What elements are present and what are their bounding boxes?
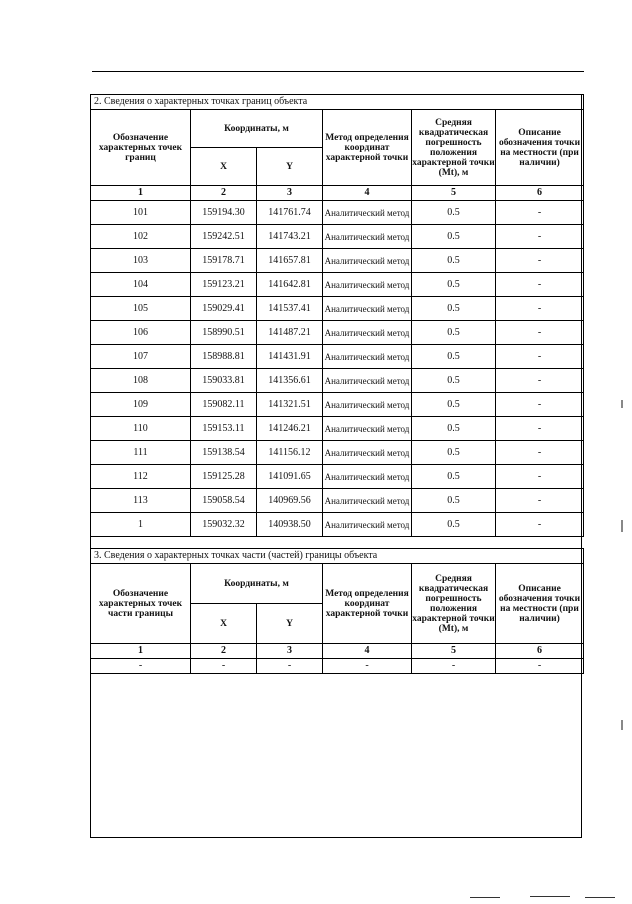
method-cell: Аналитический метод bbox=[323, 513, 412, 537]
col-error-header: Средняя квадратическая погрешность положения характерной точки (Mt), м bbox=[412, 110, 496, 186]
point-id-cell: 105 bbox=[91, 297, 191, 321]
method-cell: Аналитический метод bbox=[323, 441, 412, 465]
section2-table bbox=[90, 94, 584, 537]
table-row bbox=[91, 321, 584, 345]
col-desc-header: Описание обозначения точки на местности (при наличии) bbox=[496, 110, 584, 186]
coord-x-cell: 159242.51 bbox=[191, 225, 257, 249]
table-row bbox=[91, 369, 584, 393]
error-cell: 0.5 bbox=[412, 393, 496, 417]
coord-x-cell: 159178.71 bbox=[191, 249, 257, 273]
coord-x-cell: 159153.11 bbox=[191, 417, 257, 441]
empty-row bbox=[91, 659, 584, 674]
coord-y-cell: 141156.12 bbox=[257, 441, 323, 465]
index-cell: 6 bbox=[496, 644, 584, 659]
method-cell: Аналитический метод bbox=[323, 225, 412, 249]
point-id-cell: 109 bbox=[91, 393, 191, 417]
coord-x-cell: 159138.54 bbox=[191, 441, 257, 465]
method-cell: Аналитический метод bbox=[323, 417, 412, 441]
scan-edge-mark bbox=[621, 520, 623, 532]
empty-cell: - bbox=[323, 659, 412, 674]
col-coords-header: Координаты, м bbox=[191, 564, 323, 604]
error-cell: 0.5 bbox=[412, 225, 496, 249]
error-cell: 0.5 bbox=[412, 513, 496, 537]
method-cell: Аналитический метод bbox=[323, 321, 412, 345]
index-row bbox=[91, 644, 584, 659]
method-cell: Аналитический метод bbox=[323, 273, 412, 297]
desc-cell: - bbox=[496, 201, 584, 225]
coord-y-cell: 141743.21 bbox=[257, 225, 323, 249]
table-row bbox=[91, 417, 584, 441]
index-cell: 4 bbox=[323, 644, 412, 659]
desc-cell: - bbox=[496, 465, 584, 489]
coord-x-cell: 159082.11 bbox=[191, 393, 257, 417]
table-row bbox=[91, 201, 584, 225]
method-cell: Аналитический метод bbox=[323, 201, 412, 225]
scan-edge-mark bbox=[621, 720, 623, 730]
col-y-header: Y bbox=[257, 148, 323, 186]
coord-x-cell: 158990.51 bbox=[191, 321, 257, 345]
desc-cell: - bbox=[496, 513, 584, 537]
table-row bbox=[91, 513, 584, 537]
desc-cell: - bbox=[496, 417, 584, 441]
method-cell: Аналитический метод bbox=[323, 489, 412, 513]
col-desc-header: Описание обозначения точки на местности (при наличии) bbox=[496, 564, 584, 644]
coord-y-cell: 141246.21 bbox=[257, 417, 323, 441]
error-cell: 0.5 bbox=[412, 369, 496, 393]
index-cell: 2 bbox=[191, 186, 257, 201]
index-cell: 4 bbox=[323, 186, 412, 201]
table-row bbox=[91, 297, 584, 321]
table-row bbox=[91, 273, 584, 297]
coord-y-cell: 141487.21 bbox=[257, 321, 323, 345]
point-id-cell: 104 bbox=[91, 273, 191, 297]
coord-y-cell: 140969.56 bbox=[257, 489, 323, 513]
section3-table bbox=[90, 548, 584, 674]
col-x-header: X bbox=[191, 148, 257, 186]
error-cell: 0.5 bbox=[412, 465, 496, 489]
empty-cell: - bbox=[257, 659, 323, 674]
col-coords-header: Координаты, м bbox=[191, 110, 323, 148]
coord-y-cell: 141356.61 bbox=[257, 369, 323, 393]
col-point-header: Обозначение характерных точек границ bbox=[91, 110, 191, 186]
method-cell: Аналитический метод bbox=[323, 465, 412, 489]
desc-cell: - bbox=[496, 273, 584, 297]
desc-cell: - bbox=[496, 249, 584, 273]
point-id-cell: 103 bbox=[91, 249, 191, 273]
coord-x-cell: 158988.81 bbox=[191, 345, 257, 369]
method-cell: Аналитический метод bbox=[323, 297, 412, 321]
error-cell: 0.5 bbox=[412, 321, 496, 345]
point-id-cell: 106 bbox=[91, 321, 191, 345]
desc-cell: - bbox=[496, 489, 584, 513]
point-id-cell: 113 bbox=[91, 489, 191, 513]
point-id-cell: 111 bbox=[91, 441, 191, 465]
desc-cell: - bbox=[496, 225, 584, 249]
empty-cell: - bbox=[91, 659, 191, 674]
col-method-header: Метод определения координат характерной точки bbox=[323, 564, 412, 644]
table-row bbox=[91, 249, 584, 273]
error-cell: 0.5 bbox=[412, 489, 496, 513]
method-cell: Аналитический метод bbox=[323, 369, 412, 393]
scan-edge-mark bbox=[621, 400, 623, 408]
index-cell: 1 bbox=[91, 644, 191, 659]
error-cell: 0.5 bbox=[412, 441, 496, 465]
coord-y-cell: 140938.50 bbox=[257, 513, 323, 537]
method-cell: Аналитический метод bbox=[323, 393, 412, 417]
point-id-cell: 107 bbox=[91, 345, 191, 369]
col-x-header: X bbox=[191, 604, 257, 644]
table-row bbox=[91, 393, 584, 417]
coord-y-cell: 141321.51 bbox=[257, 393, 323, 417]
scan-bottom-mark bbox=[470, 897, 500, 898]
coord-x-cell: 159032.32 bbox=[191, 513, 257, 537]
index-cell: 1 bbox=[91, 186, 191, 201]
error-cell: 0.5 bbox=[412, 201, 496, 225]
table-row bbox=[91, 345, 584, 369]
coord-y-cell: 141657.81 bbox=[257, 249, 323, 273]
point-id-cell: 1 bbox=[91, 513, 191, 537]
index-cell: 6 bbox=[496, 186, 584, 201]
index-cell: 5 bbox=[412, 186, 496, 201]
point-id-cell: 101 bbox=[91, 201, 191, 225]
empty-cell: - bbox=[191, 659, 257, 674]
coord-x-cell: 159123.21 bbox=[191, 273, 257, 297]
error-cell: 0.5 bbox=[412, 273, 496, 297]
desc-cell: - bbox=[496, 345, 584, 369]
error-cell: 0.5 bbox=[412, 249, 496, 273]
desc-cell: - bbox=[496, 369, 584, 393]
empty-cell: - bbox=[496, 659, 584, 674]
desc-cell: - bbox=[496, 393, 584, 417]
table-row bbox=[91, 465, 584, 489]
coord-y-cell: 141537.41 bbox=[257, 297, 323, 321]
coord-x-cell: 159125.28 bbox=[191, 465, 257, 489]
index-cell: 3 bbox=[257, 186, 323, 201]
empty-cell: - bbox=[412, 659, 496, 674]
method-cell: Аналитический метод bbox=[323, 345, 412, 369]
coord-y-cell: 141091.65 bbox=[257, 465, 323, 489]
point-id-cell: 108 bbox=[91, 369, 191, 393]
table-row bbox=[91, 489, 584, 513]
error-cell: 0.5 bbox=[412, 417, 496, 441]
col-point-header: Обозначение характерных точек части границы bbox=[91, 564, 191, 644]
point-id-cell: 110 bbox=[91, 417, 191, 441]
point-id-cell: 102 bbox=[91, 225, 191, 249]
index-cell: 3 bbox=[257, 644, 323, 659]
coord-x-cell: 159058.54 bbox=[191, 489, 257, 513]
coord-y-cell: 141431.91 bbox=[257, 345, 323, 369]
table-row bbox=[91, 225, 584, 249]
index-cell: 2 bbox=[191, 644, 257, 659]
error-cell: 0.5 bbox=[412, 345, 496, 369]
col-method-header: Метод определения координат характерной точки bbox=[323, 110, 412, 186]
index-row bbox=[91, 186, 584, 201]
coord-y-cell: 141642.81 bbox=[257, 273, 323, 297]
coord-x-cell: 159029.41 bbox=[191, 297, 257, 321]
table-row bbox=[91, 441, 584, 465]
point-id-cell: 112 bbox=[91, 465, 191, 489]
col-error-header: Средняя квадратическая погрешность положения характерной точки (Mt), м bbox=[412, 564, 496, 644]
error-cell: 0.5 bbox=[412, 297, 496, 321]
index-cell: 5 bbox=[412, 644, 496, 659]
method-cell: Аналитический метод bbox=[323, 249, 412, 273]
scan-bottom-mark bbox=[530, 896, 570, 897]
section3-title: 3. Сведения о характерных точках части (частей) границы объекта bbox=[91, 549, 584, 564]
desc-cell: - bbox=[496, 321, 584, 345]
header-rule bbox=[92, 71, 584, 72]
coord-y-cell: 141761.74 bbox=[257, 201, 323, 225]
section2-title: 2. Сведения о характерных точках границ объекта bbox=[91, 95, 584, 110]
coord-x-cell: 159033.81 bbox=[191, 369, 257, 393]
desc-cell: - bbox=[496, 297, 584, 321]
scan-bottom-mark bbox=[585, 897, 615, 898]
col-y-header: Y bbox=[257, 604, 323, 644]
desc-cell: - bbox=[496, 441, 584, 465]
coord-x-cell: 159194.30 bbox=[191, 201, 257, 225]
